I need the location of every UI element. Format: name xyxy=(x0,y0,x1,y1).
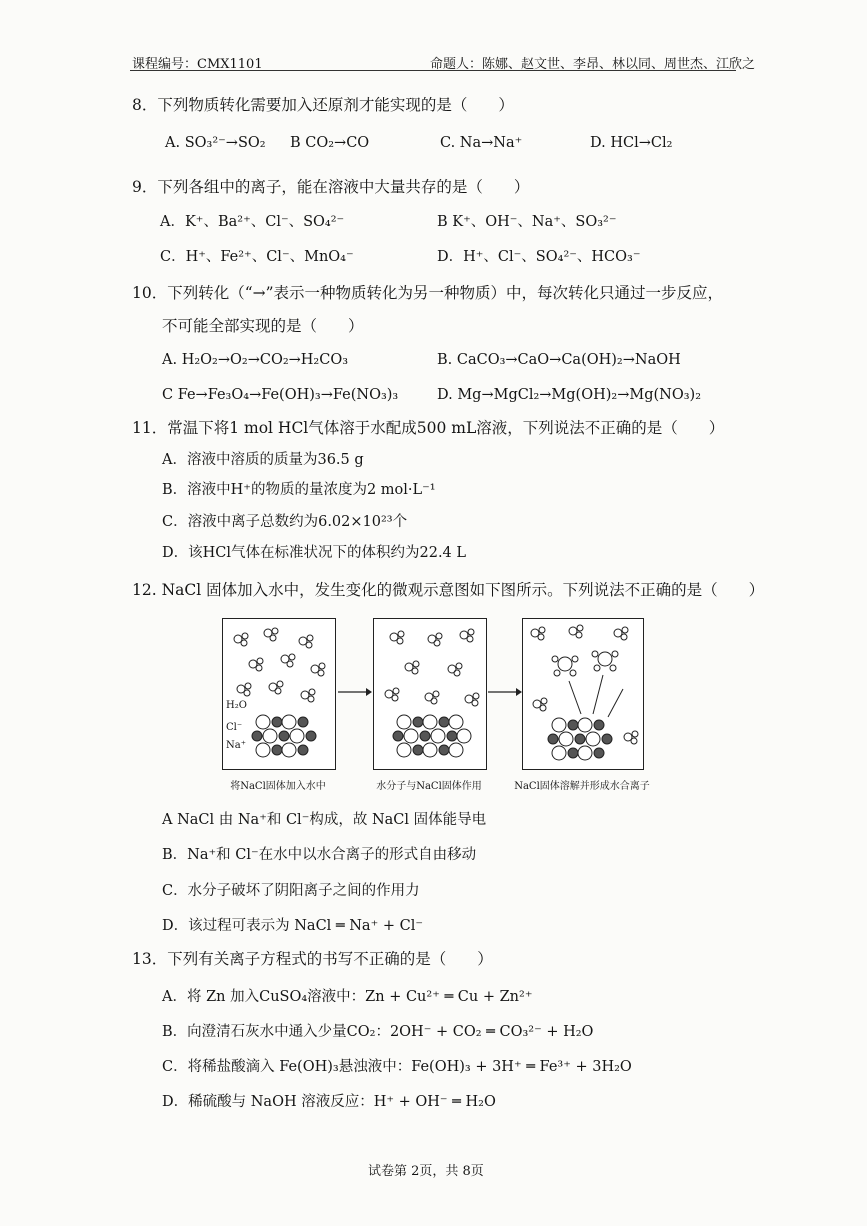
figure-caption-3: NaCl固体溶解并形成水合离子 xyxy=(514,781,650,792)
arrow-right-icon xyxy=(486,686,522,698)
figure-panel-3 xyxy=(522,618,644,770)
water-molecules-attacking-crystal-illustration xyxy=(374,619,486,769)
q11-stem: 11．常温下将1 mol HCl气体溶于水配成500 mL溶液，下列说法不正确的是（ ） xyxy=(132,419,725,437)
authors: 命题人：陈娜、赵文世、李昂、林以同、周世杰、江欣之 xyxy=(430,57,756,72)
q8-option-d: D. HCl→Cl₂ xyxy=(590,135,673,151)
q12-option-d: D．该过程可表示为 NaCl ═ Na⁺ + Cl⁻ xyxy=(162,918,423,934)
q12-option-c: C．水分子破坏了阴阳离子之间的作用力 xyxy=(162,883,420,899)
label-na-ion: Na⁺ xyxy=(226,740,246,751)
q9-stem: 9．下列各组中的离子，能在溶液中大量共存的是（ ） xyxy=(132,178,530,196)
q10-option-b: B. CaCO₃→CaO→Ca(OH)₂→NaOH xyxy=(437,352,681,368)
q9-option-c: C．H⁺、Fe²⁺、Cl⁻、MnO₄⁻ xyxy=(160,249,354,265)
q8-stem: 8．下列物质转化需要加入还原剂才能实现的是（ ） xyxy=(132,96,514,114)
q8-option-a: A. SO₃²⁻→SO₂ xyxy=(165,135,266,151)
q13-option-b: B．向澄清石灰水中通入少量CO₂：2OH⁻ + CO₂ ═ CO₃²⁻ + H₂O xyxy=(162,1024,594,1040)
q11-option-c: C．溶液中离子总数约为6.02×10²³个 xyxy=(162,514,408,530)
q13-stem: 13．下列有关离子方程式的书写不正确的是（ ） xyxy=(132,950,493,968)
q13-option-c: C．将稀盐酸滴入 Fe(OH)₃悬浊液中：Fe(OH)₃ + 3H⁺ ═ Fe³⁺ + 3H₂O xyxy=(162,1059,632,1075)
q9-option-a: A．K⁺、Ba²⁺、Cl⁻、SO₄²⁻ xyxy=(160,214,345,230)
q10-stem-line2: 不可能全部实现的是（ ） xyxy=(162,317,364,335)
page-footer: 试卷第 2页，共 8页 xyxy=(368,1164,484,1179)
q12-stem: 12. NaCl 固体加入水中，发生变化的微观示意图如下图所示。下列说法不正确的是（ ） xyxy=(132,581,765,599)
q10-option-c: C Fe→Fe₃O₄→Fe(OH)₃→Fe(NO₃)₃ xyxy=(162,387,399,403)
q9-option-b: B K⁺、OH⁻、Na⁺、SO₃²⁻ xyxy=(437,214,617,230)
q8-option-b: B CO₂→CO xyxy=(290,135,370,151)
q10-stem-line1: 10．下列转化（“→”表示一种物质转化为另一种物质）中，每次转化只通过一步反应， xyxy=(132,284,724,302)
figure-panel-2 xyxy=(373,618,487,770)
q12-option-b: B．Na⁺和 Cl⁻在水中以水合离子的形式自由移动 xyxy=(162,847,477,863)
q13-option-a: A．将 Zn 加入CuSO₄溶液中：Zn + Cu²⁺ ═ Cu + Zn²⁺ xyxy=(162,989,533,1005)
label-h2o: H₂O xyxy=(226,700,247,711)
q9-option-d: D．H⁺、Cl⁻、SO₄²⁻、HCO₃⁻ xyxy=(437,249,641,265)
course-code: 课程编号：CMX1101 xyxy=(132,57,263,72)
q11-option-a: A．溶液中溶质的质量为36.5 g xyxy=(162,452,364,468)
arrow-right-icon xyxy=(336,686,372,698)
q13-option-d: D．稀硫酸与 NaOH 溶液反应：H⁺ + OH⁻ ═ H₂O xyxy=(162,1094,496,1110)
q11-option-b: B．溶液中H⁺的物质的量浓度为2 mol·L⁻¹ xyxy=(162,482,436,498)
label-cl-ion: Cl⁻ xyxy=(226,722,243,733)
figure-caption-2: 水分子与NaCl固体作用 xyxy=(376,781,482,792)
q12-option-a: A NaCl 由 Na⁺和 Cl⁻构成，故 NaCl 固体能导电 xyxy=(162,812,487,828)
figure-caption-1: 将NaCl固体加入水中 xyxy=(230,781,326,792)
q8-option-c: C. Na→Na⁺ xyxy=(440,135,523,151)
q10-option-a: A. H₂O₂→O₂→CO₂→H₂CO₃ xyxy=(162,352,349,368)
header-rule xyxy=(130,70,736,71)
q11-option-d: D．该HCl气体在标准状况下的体积约为22.4 L xyxy=(162,545,467,561)
hydrated-ions-illustration xyxy=(523,619,643,769)
q10-option-d: D. Mg→MgCl₂→Mg(OH)₂→Mg(NO₃)₂ xyxy=(437,387,702,403)
